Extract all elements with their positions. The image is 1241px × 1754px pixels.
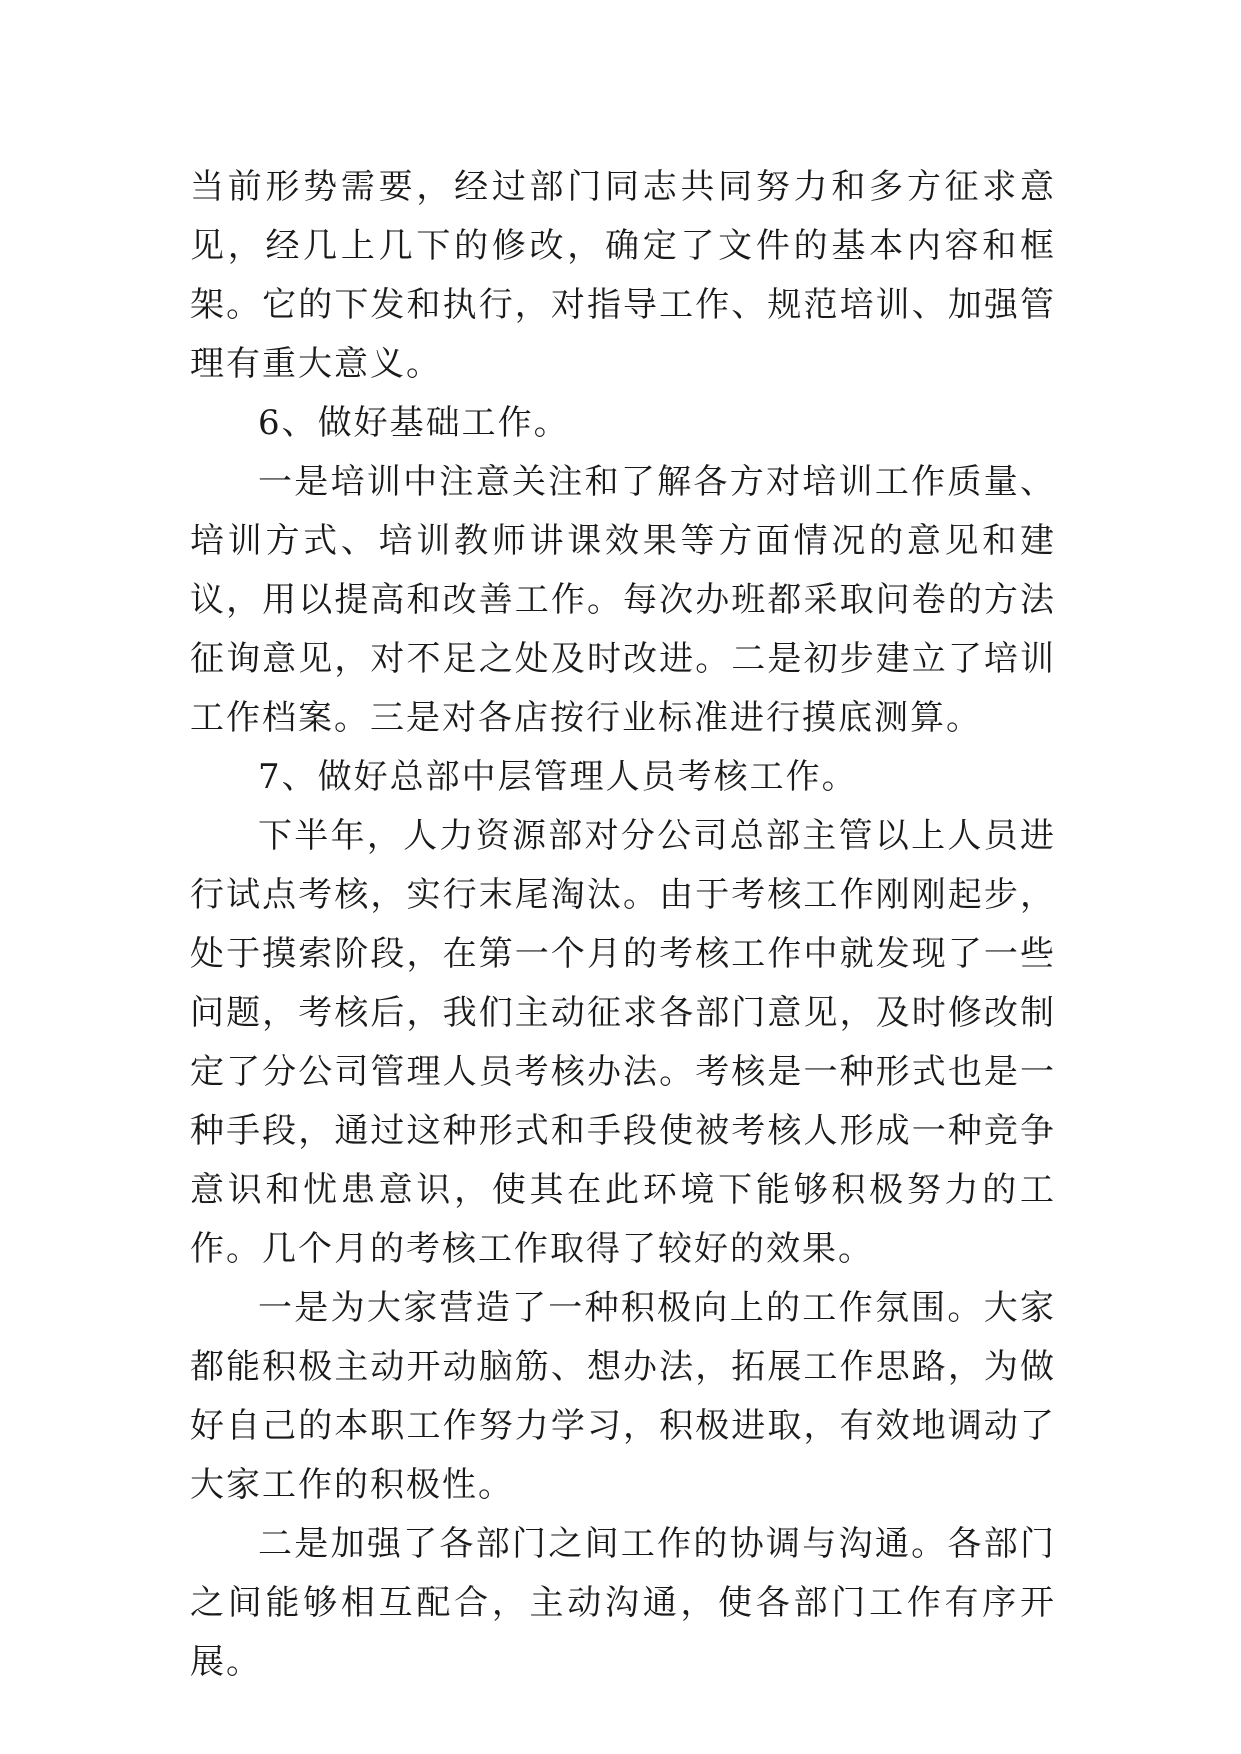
document-body [190, 158, 1056, 1692]
section-heading-7: 7、做好总部中层管理人员考核工作。 [258, 757, 858, 797]
paragraph-point-two: 二是加强了各部门之间工作的协调与沟通。各部门之间能够相互配合，主动沟通，使各部门工作有序开展。 [190, 1524, 1056, 1682]
paragraph-assessment: 下半年，人力资源部对分公司总部主管以上人员进行试点考核，实行末尾淘汰。由于考核工作刚刚起步，处于摸索阶段，在第一个月的考核工作中就发现了一些问题，考核后，我们主动征求各部门意见，及时修改制定了分公司管理人员考核办法。考核是一种形式也是一种手段，通过这种形式和手段使被考核人形成一种竞争意识和忧患意识，使其在此环境下能够积极努力的工作。几个月的考核工作取得了较好的效果。 [190, 816, 1056, 1269]
paragraph-continuation: 当前形势需要，经过部门同志共同努力和多方征求意见，经几上几下的修改，确定了文件的基本内容和框架。它的下发和执行，对指导工作、规范培训、加强管理有重大意义。 [190, 167, 1056, 384]
paragraph-basic-work: 一是培训中注意关注和了解各方对培训工作质量、培训方式、培训教师讲课效果等方面情况的意见和建议，用以提高和改善工作。每次办班都采取问卷的方法征询意见，对不足之处及时改进。二是初步建立了培训工作档案。三是对各店按行业标准进行摸底测算。 [190, 462, 1056, 738]
section-heading-6: 6、做好基础工作。 [258, 403, 570, 443]
paragraph-point-one: 一是为大家营造了一种积极向上的工作氛围。大家都能积极主动开动脑筋、想办法，拓展工作思路，为做好自己的本职工作努力学习，积极进取，有效地调动了大家工作的积极性。 [190, 1288, 1056, 1505]
